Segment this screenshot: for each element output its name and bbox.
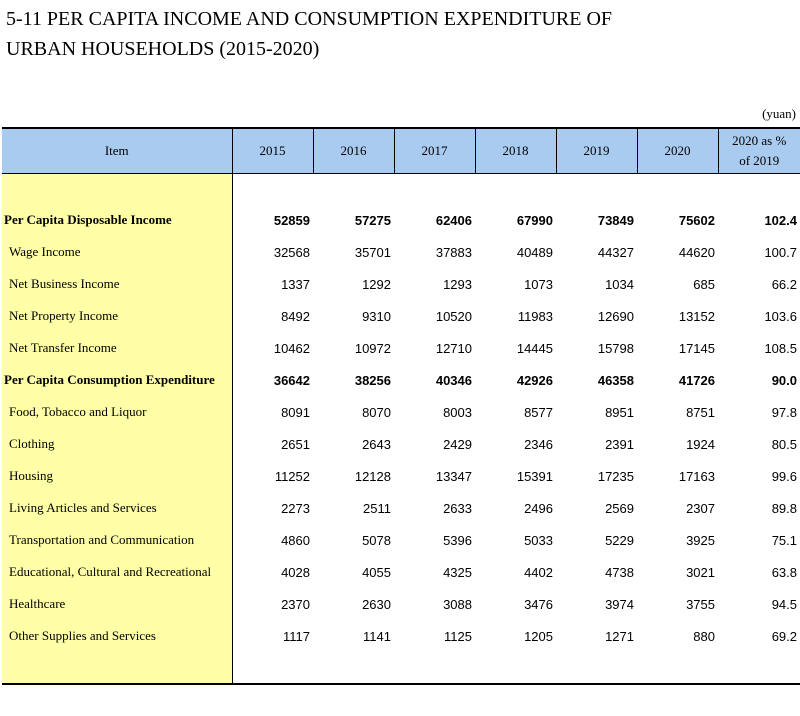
spacer-row-top — [2, 174, 800, 205]
table-row — [2, 620, 800, 652]
cell-pct: 100.7 — [764, 244, 797, 260]
row-label: Healthcare — [2, 588, 232, 620]
cell-2017: 13347 — [435, 468, 472, 484]
cell-2018: 14445 — [516, 340, 553, 356]
cell-2020: 3755 — [686, 596, 715, 612]
cell-2015: 4860 — [281, 532, 310, 548]
cell-2017: 1125 — [444, 628, 472, 644]
cell-2016: 2511 — [363, 500, 391, 516]
cell-2018: 2496 — [524, 500, 553, 516]
cell-pct: 94.5 — [771, 596, 797, 612]
cell-2020: 685 — [693, 276, 715, 292]
row-label: Net Transfer Income — [2, 332, 232, 364]
cell-2016: 35701 — [354, 244, 391, 260]
row-label: Living Articles and Services — [2, 492, 232, 524]
cell-2016: 1141 — [363, 628, 391, 644]
cell-2019: 46358 — [597, 372, 634, 388]
table-row — [2, 588, 800, 620]
cell-2019: 44327 — [597, 244, 634, 260]
cell-2017: 1293 — [443, 276, 472, 292]
row-label: Per Capita Consumption Expenditure — [2, 364, 232, 396]
cell-2018: 1205 — [524, 628, 553, 644]
cell-pct: 103.6 — [764, 308, 797, 324]
cell-pct: 108.5 — [764, 340, 797, 356]
cell-2018: 40489 — [516, 244, 553, 260]
cell-2020: 13152 — [678, 308, 715, 324]
cell-2019: 2569 — [605, 500, 634, 516]
cell-2018: 5033 — [524, 532, 553, 548]
cell-2020: 75602 — [678, 212, 715, 228]
cell-2016: 9310 — [362, 308, 391, 324]
cell-2017: 37883 — [435, 244, 472, 260]
cell-2019: 1034 — [605, 276, 634, 292]
cell-2016: 1292 — [362, 276, 391, 292]
cell-2020: 2307 — [686, 500, 715, 516]
row-label: Wage Income — [2, 236, 232, 268]
cell-2016: 38256 — [354, 372, 391, 388]
cell-2017: 5396 — [443, 532, 472, 548]
cell-pct: 75.1 — [771, 532, 797, 548]
cell-2018: 11983 — [517, 308, 553, 324]
table-row — [2, 396, 800, 428]
cell-2018: 1073 — [524, 276, 553, 292]
cell-2019: 17235 — [597, 468, 634, 484]
cell-pct: 63.8 — [771, 564, 797, 580]
cell-2017: 3088 — [443, 596, 472, 612]
cell-2018: 67990 — [516, 212, 553, 228]
cell-2016: 2643 — [362, 436, 391, 452]
table-row — [2, 332, 800, 364]
cell-pct: 89.8 — [771, 500, 797, 516]
table-title-line-2: URBAN HOUSEHOLDS (2015-2020) — [6, 38, 320, 60]
header-pct — [718, 128, 800, 174]
cell-2018: 2346 — [524, 436, 553, 452]
header-item: Item — [2, 128, 232, 174]
cell-2020: 3925 — [686, 532, 715, 548]
cell-2020: 41726 — [678, 372, 715, 388]
cell-2015: 36642 — [273, 372, 310, 388]
cell-2020: 17145 — [678, 340, 715, 356]
header-year-2020: 2020 — [637, 128, 718, 174]
row-label: Net Property Income — [2, 300, 232, 332]
cell-pct: 99.6 — [771, 468, 797, 484]
cell-2020: 44620 — [678, 244, 715, 260]
header-pct-line-1: 2020 as % — [732, 133, 787, 148]
cell-2015: 10462 — [273, 340, 310, 356]
cell-2016: 2630 — [362, 596, 391, 612]
cell-2019: 8951 — [605, 404, 634, 420]
cell-2017: 40346 — [435, 372, 472, 388]
data-table — [2, 127, 800, 685]
header-year-2018: 2018 — [475, 128, 556, 174]
table-body — [2, 174, 800, 685]
cell-2017: 8003 — [443, 404, 472, 420]
cell-2015: 2273 — [281, 500, 310, 516]
cell-2020: 17163 — [678, 468, 715, 484]
row-label: Net Business Income — [2, 268, 232, 300]
cell-2015: 52859 — [273, 212, 310, 228]
row-label: Educational, Cultural and Recreational — [2, 556, 232, 588]
cell-2017: 2633 — [443, 500, 472, 516]
cell-2019: 5229 — [605, 532, 634, 548]
table-row — [2, 524, 800, 556]
cell-2018: 42926 — [516, 372, 553, 388]
row-label: Transportation and Communication — [2, 524, 232, 556]
cell-pct: 69.2 — [771, 628, 797, 644]
cell-2017: 12710 — [435, 340, 472, 356]
spacer-row-bottom — [2, 652, 800, 684]
cell-2019: 12690 — [597, 308, 634, 324]
table-row — [2, 204, 800, 236]
table-title-line-1: 5-11 PER CAPITA INCOME AND CONSUMPTION EXPENDITURE OF — [6, 8, 613, 30]
cell-2015: 8091 — [281, 404, 310, 420]
cell-2017: 10520 — [435, 308, 472, 324]
table-title — [6, 4, 796, 64]
table-row — [2, 364, 800, 396]
cell-pct: 90.0 — [771, 372, 797, 388]
cell-2015: 2370 — [281, 596, 310, 612]
header-year-2017: 2017 — [394, 128, 475, 174]
cell-2016: 4055 — [362, 564, 391, 580]
cell-2016: 8070 — [362, 404, 391, 420]
cell-pct: 66.2 — [771, 276, 797, 292]
row-label: Food, Tobacco and Liquor — [2, 396, 232, 428]
cell-2018: 15391 — [516, 468, 553, 484]
table-header — [2, 128, 800, 174]
cell-2018: 8577 — [524, 404, 553, 420]
row-label: Housing — [2, 460, 232, 492]
table-row — [2, 492, 800, 524]
cell-2016: 12128 — [354, 468, 391, 484]
cell-2020: 3021 — [686, 564, 715, 580]
cell-2015: 2651 — [281, 436, 310, 452]
cell-2017: 4325 — [443, 564, 472, 580]
cell-2019: 2391 — [605, 436, 634, 452]
cell-2019: 73849 — [597, 212, 634, 228]
cell-2020: 880 — [693, 628, 715, 644]
row-label: Clothing — [2, 428, 232, 460]
cell-2015: 1337 — [281, 276, 310, 292]
cell-2015: 4028 — [281, 564, 310, 580]
table-row — [2, 300, 800, 332]
cell-2015: 32568 — [273, 244, 310, 260]
cell-2017: 62406 — [435, 212, 472, 228]
cell-2016: 5078 — [362, 532, 391, 548]
cell-2019: 15798 — [597, 340, 634, 356]
row-label: Other Supplies and Services — [2, 620, 232, 652]
cell-2015: 1117 — [283, 628, 310, 644]
cell-2019: 3974 — [605, 596, 634, 612]
table-row — [2, 428, 800, 460]
cell-pct: 102.4 — [764, 212, 797, 228]
cell-2017: 2429 — [443, 436, 472, 452]
row-label: Per Capita Disposable Income — [2, 204, 232, 236]
cell-2018: 4402 — [524, 564, 553, 580]
cell-2019: 4738 — [605, 564, 634, 580]
cell-pct: 80.5 — [771, 436, 797, 452]
table-row — [2, 236, 800, 268]
table-row — [2, 556, 800, 588]
cell-2016: 10972 — [354, 340, 391, 356]
cell-2016: 57275 — [354, 212, 391, 228]
header-year-2015: 2015 — [232, 128, 313, 174]
cell-2015: 8492 — [281, 308, 310, 324]
cell-2018: 3476 — [524, 596, 553, 612]
cell-pct: 97.8 — [771, 404, 797, 420]
cell-2015: 11252 — [274, 468, 310, 484]
table-row — [2, 460, 800, 492]
header-year-2019: 2019 — [556, 128, 637, 174]
table-row — [2, 268, 800, 300]
cell-2020: 1924 — [686, 436, 715, 452]
header-year-2016: 2016 — [313, 128, 394, 174]
unit-label: (yuan) — [762, 106, 796, 121]
cell-2020: 8751 — [686, 404, 715, 420]
header-pct-line-2: of 2019 — [739, 153, 780, 168]
cell-2019: 1271 — [605, 628, 634, 644]
